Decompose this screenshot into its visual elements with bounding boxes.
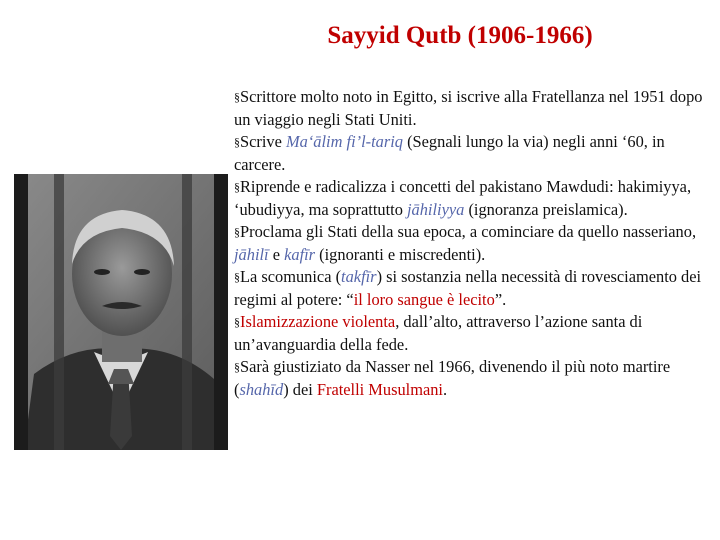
bullet-marker: §	[234, 135, 240, 149]
bullet-text: (ignoranza preislamica).	[464, 199, 628, 219]
highlight-text: il loro sangue è lecito	[353, 289, 495, 309]
bullet-text: e	[268, 244, 285, 264]
bullet-marker: §	[234, 180, 240, 194]
bullet-marker: §	[234, 315, 240, 329]
bullet-marker: §	[234, 90, 240, 104]
bullet-marker: §	[234, 225, 240, 239]
bullet-item	[234, 356, 704, 401]
bullet-text: ) dei	[283, 379, 317, 399]
bullet-item	[234, 131, 704, 176]
bullet-list	[234, 86, 704, 401]
bullet-text: Scrittore molto noto in Egitto, si iscrive alla Fratellanza nel 1951 dopo un viaggio negli Stati Uniti.	[234, 87, 703, 129]
bullet-text: Scrive	[240, 132, 286, 151]
bullet-text: (Segnali lungo la via) negli anni ‘60, in carcere.	[234, 132, 665, 174]
bullet-item	[234, 176, 704, 221]
bullet-text: ”.	[494, 289, 507, 309]
term: shahīd	[239, 379, 284, 399]
term: takfīr	[341, 267, 377, 286]
bullet-text: Riprende e radicalizza i concetti del pakistano Mawdudi: hakimiyya, ‘ubudiyya, ma soprattutto	[234, 177, 692, 219]
bullet-item	[234, 221, 704, 266]
highlight-text: Fratelli Musulmani	[316, 379, 443, 399]
bullet-marker: §	[234, 360, 240, 374]
bullet-text: .	[442, 379, 448, 399]
bullet-text: (ignoranti e miscredenti).	[315, 244, 486, 264]
bullet-item	[234, 266, 704, 311]
bullet-text: , dall’alto, attraverso l’azione santa di un’avanguardia della fede.	[234, 312, 643, 354]
term: jāhiliyya	[406, 199, 465, 219]
bullet-text: ) si sostanzia nella necessità di rovesciamento dei regimi al potere: “	[234, 267, 702, 309]
bullet-text: La scomunica (	[240, 267, 342, 286]
portrait-photo	[14, 174, 228, 450]
slide-title: Sayyid Qutb (1906-1966)	[327, 22, 593, 49]
bullet-item	[234, 86, 704, 131]
bullet-item	[234, 311, 704, 356]
term: kafīr	[284, 244, 316, 264]
bullet-text: Proclama gli Stati della sua epoca, a cominciare da quello nasseriano,	[240, 222, 697, 241]
term: jāhilī	[234, 244, 269, 264]
bullet-marker: §	[234, 270, 240, 284]
highlight-text: Islamizzazione violenta	[240, 312, 396, 331]
book-title: Ma‘ālim fi’l-tariq	[285, 132, 403, 151]
bullet-text: Sarà giustiziato da Nasser nel 1966, divenendo il più noto martire (	[234, 357, 671, 399]
